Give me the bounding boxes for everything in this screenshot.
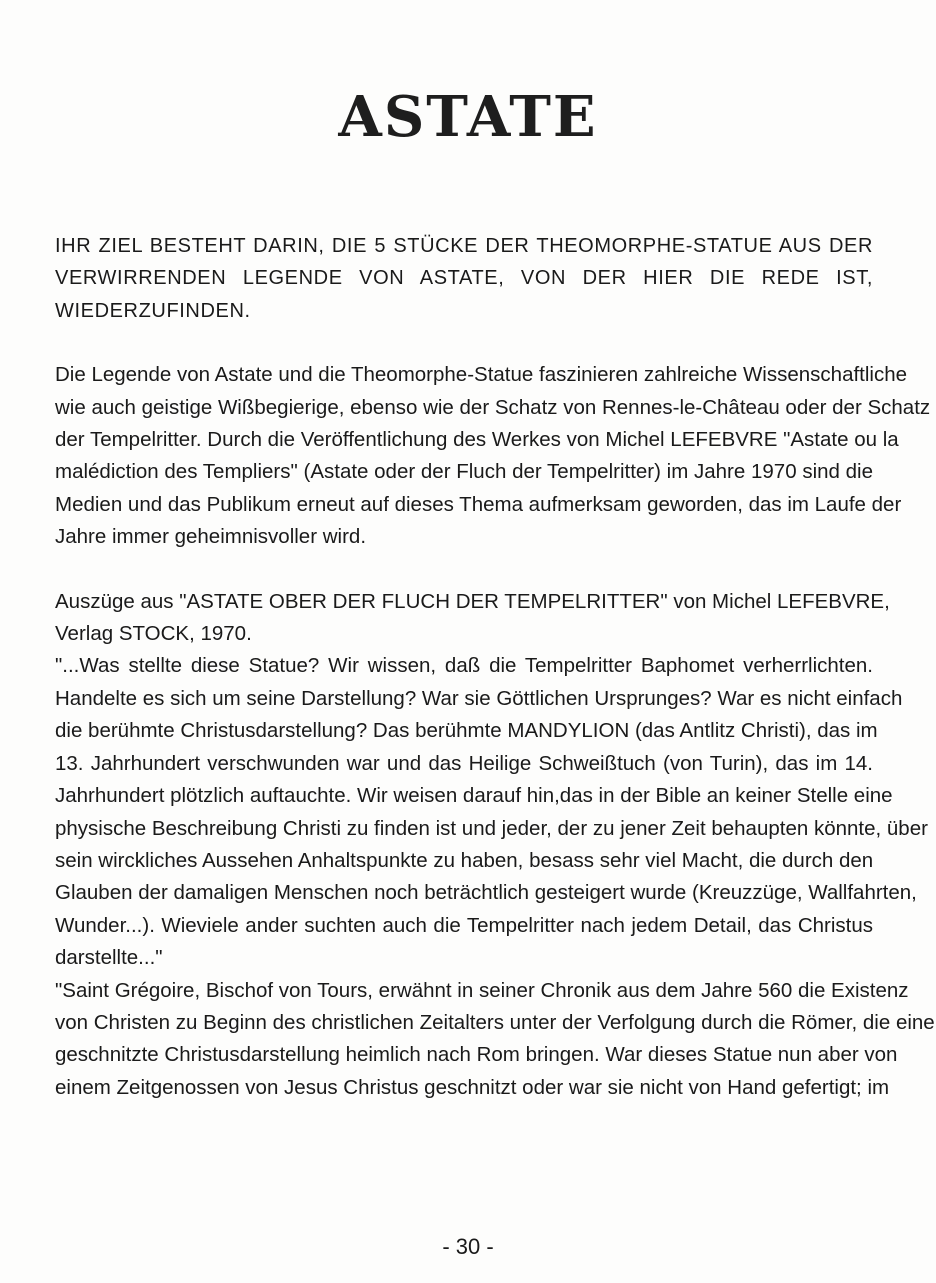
text-line: die berühmte Christusdarstellung? Das berühmte MANDYLION (das Antlitz Christi), das im — [55, 719, 878, 743]
text-line: physische Beschreibung Christi zu finden ist und jeder, der zu jener Zeit behaupten könnte, über — [55, 816, 928, 840]
text-line: einem Zeitgenossen von Jesus Christus geschnitzt oder war sie nicht von Hand gefertigt; im — [55, 1075, 890, 1099]
text-line: Glauben der damaligen Menschen noch beträchtlich gesteigert wurde (Kreuzzüge, Wallfahrten, — [55, 881, 917, 905]
excerpt-intro — [55, 586, 890, 651]
text-line: Jahre immer geheimnisvoller wird. — [55, 525, 367, 549]
intro-line: VERWIRRENDEN LEGENDE VON ASTATE, VON DER HIER DIE REDE IST, — [55, 267, 873, 290]
text-line: "...Was stellte diese Statue? Wir wissen, daß die Tempelritter Baphomet verherrlichten. — [55, 654, 873, 678]
quote-mandylion — [55, 650, 928, 974]
intro-paragraph — [55, 230, 873, 327]
quote-saint-gregoire — [55, 975, 935, 1105]
text-line: darstellte..." — [55, 946, 163, 970]
text-line: Die Legende von Astate und die Theomorphe-Statue faszinieren zahlreiche Wissenschaftliche — [55, 363, 908, 387]
page-number: - 30 - — [442, 1234, 494, 1259]
text-line: der Tempelritter. Durch die Veröffentlichung des Werkes von Michel LEFEBVRE "Astate ou la — [55, 428, 899, 452]
text-line: Handelte es sich um seine Darstellung? War sie Göttlichen Ursprunges? War es nicht einfach — [55, 686, 903, 710]
intro-line: IHR ZIEL BESTEHT DARIN, DIE 5 STÜCKE DER THEOMORPHE-STATUE AUS DER — [55, 235, 873, 257]
text-line: Jahrhundert plötzlich auftauchte. Wir weisen darauf hin,das in der Bible an keiner Stelle eine — [55, 784, 893, 808]
page-title: ASTATE — [338, 84, 598, 150]
text-line: Verlag STOCK, 1970. — [55, 622, 252, 646]
document-body — [55, 230, 935, 1104]
text-line: Wunder...). Wieviele ander suchten auch die Tempelritter nach jedem Detail, das Christus — [55, 913, 873, 937]
intro-line: WIEDERZUFINDEN. — [55, 299, 251, 322]
text-line: Medien und das Publikum erneut auf dieses Thema aufmerksam geworden, das im Laufe der — [55, 492, 902, 516]
text-line: 13. Jahrhundert verschwunden war und das Heilige Schweißtuch (von Turin), das im 14. — [55, 751, 873, 775]
text-line: malédiction des Templiers" (Astate oder der Fluch der Tempelritter) im Jahre 1970 sind die — [55, 460, 873, 484]
text-line: wie auch geistige Wißbegierige, ebenso wie der Schatz von Rennes-le-Château oder der Schatz — [55, 395, 931, 419]
text-line: von Christen zu Beginn des christlichen Zeitalters unter der Verfolgung durch die Römer, die eine — [55, 1010, 935, 1034]
text-line: Auszüge aus "ASTATE OBER DER FLUCH DER TEMPELRITTER" von Michel LEFEBVRE, — [55, 589, 890, 613]
text-line: sein wirckliches Aussehen Anhaltspunkte zu haben, besass sehr viel Macht, die durch den — [55, 848, 874, 872]
legend-paragraph — [55, 359, 931, 553]
text-line: geschnitzte Christusdarstellung heimlich nach Rom bringen. War dieses Statue nun aber von — [55, 1043, 898, 1067]
text-line: "Saint Grégoire, Bischof von Tours, erwähnt in seiner Chronik aus dem Jahre 560 die Existenz — [55, 978, 909, 1002]
